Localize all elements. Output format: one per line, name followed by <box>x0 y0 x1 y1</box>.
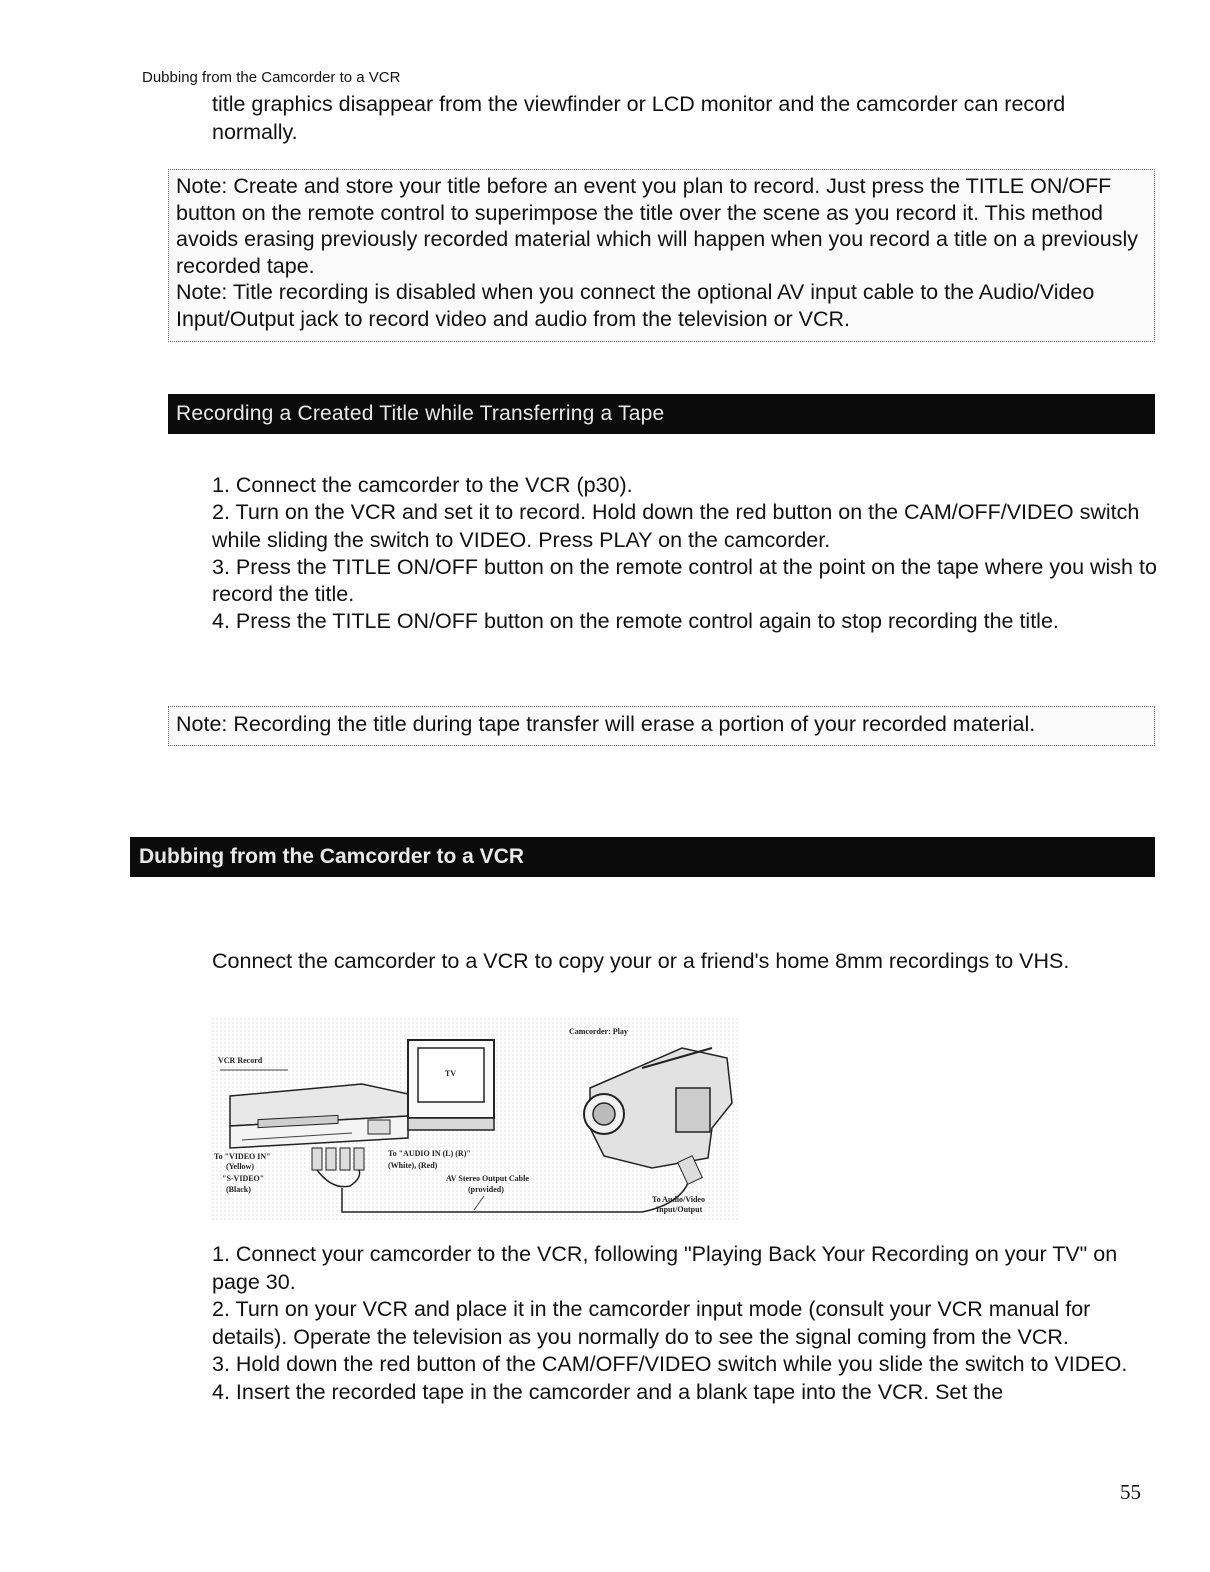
cable-label-2: (provided) <box>468 1185 504 1194</box>
note-title-recording-disabled: Note: Title recording is disabled when you connect the optional AV input cable to the Audio/Video Input/Output jack to record video and audio from the television or VCR. <box>176 280 1095 331</box>
tv-label: TV <box>445 1069 457 1078</box>
page-number: 55 <box>1120 1480 1141 1504</box>
vcr-illustration <box>230 1084 408 1148</box>
jack-label-2: Input/Output <box>656 1205 703 1214</box>
svideo-label-2: (Black) <box>226 1185 251 1194</box>
step-3: 3. Press the TITLE ON/OFF button on the remote control at the point on the tape where you wish to record the title. <box>212 554 1157 607</box>
step-2: 2. Turn on your VCR and place it in the camcorder input mode (consult your VCR manual for details). Operate the television as you normally do to see the signal coming from the VCR. <box>212 1297 1091 1349</box>
step-1: 1. Connect your camcorder to the VCR, following "Playing Back Your Recording on your TV" on page 30. <box>212 1242 1118 1294</box>
connection-diagram <box>212 1018 740 1222</box>
section-heading-dubbing: Dubbing from the Camcorder to a VCR <box>130 837 1155 877</box>
step-4: 4. Press the TITLE ON/OFF button on the remote control again to stop recording the title. <box>212 609 1059 634</box>
step-3: 3. Hold down the red button of the CAM/OFF/VIDEO switch while you slide the switch to VIDEO. <box>212 1352 1128 1376</box>
dubbing-intro-paragraph: Connect the camcorder to a VCR to copy your or a friend's home 8mm recordings to VHS. <box>212 949 1070 973</box>
running-header: Dubbing from the Camcorder to a VCR <box>142 69 401 86</box>
note-title-before-event: Note: Create and store your title before an event you plan to record. Just press the TITLE ON/OFF button on the remote control to superimpose the title over the scene as you record it. This method avoids erasing previously recorded material which will happen when you record a title on a previously recorded tape. <box>176 174 1139 278</box>
note-box-erase-warning <box>168 706 1155 746</box>
cable-label-1: AV Stereo Output Cable <box>446 1174 529 1183</box>
step-4: 4. Insert the recorded tape in the camcorder and a blank tape into the VCR. Set the <box>212 1379 1004 1404</box>
tv-illustration <box>408 1040 494 1130</box>
audio-in-label-2: (White), (Red) <box>388 1161 438 1170</box>
video-in-label-1: To "VIDEO IN" <box>214 1152 271 1161</box>
note-box-title-tips <box>168 169 1155 342</box>
vcr-label: VCR Record <box>218 1056 263 1065</box>
audio-in-label-1: To "AUDIO IN (L) (R)" <box>388 1149 471 1158</box>
dubbing-steps <box>212 1241 1157 1406</box>
note-erase-warning: Note: Recording the title during tape transfer will erase a portion of your recorded material. <box>176 712 1036 736</box>
intro-paragraph: title graphics disappear from the viewfinder or LCD monitor and the camcorder can record normally. <box>212 92 1066 144</box>
svideo-label-1: "S-VIDEO" <box>222 1174 265 1183</box>
video-in-label-2: (Yellow) <box>226 1162 254 1171</box>
step-1: 1. Connect the camcorder to the VCR (p30). <box>212 473 633 497</box>
section-heading-recording-title: Recording a Created Title while Transferring a Tape <box>168 394 1155 434</box>
step-2: 2. Turn on the VCR and set it to record. Hold down the red button on the CAM/OFF/VIDEO switch while sliding the switch to VIDEO. Press PLAY on the camcorder. <box>212 500 1140 552</box>
camcorder-label: Camcorder: Play <box>569 1027 628 1036</box>
recording-title-steps <box>212 472 1157 636</box>
jack-label-1: To Audio/Video <box>652 1195 705 1204</box>
